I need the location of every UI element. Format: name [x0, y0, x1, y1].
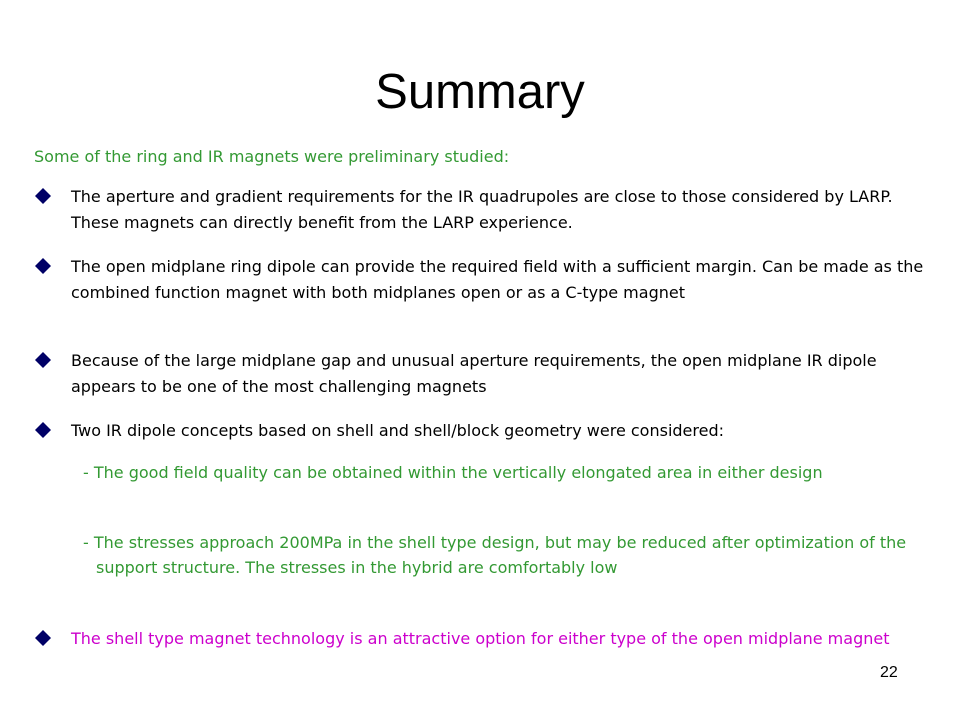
- diamond-bullet-icon: [34, 257, 52, 275]
- page-number: 22: [880, 664, 898, 681]
- diamond-bullet-icon: [34, 421, 52, 439]
- diamond-bullet-icon: [34, 629, 52, 647]
- sub-item-text: - The good field quality can be obtained within the vertically elongated area in either design: [83, 463, 823, 482]
- bullet-item: [34, 184, 924, 236]
- sub-item-text: - The stresses approach 200MPa in the shell type design, but may be reduced after optimization of the support structure. The stresses in the hybrid are comfortably low: [83, 533, 907, 577]
- diamond-bullet-icon: [34, 351, 52, 369]
- bullet-text: The shell type magnet technology is an attractive option for either type of the open midplane magnet: [71, 629, 890, 648]
- diamond-bullet-icon: [34, 187, 52, 205]
- bullet-text: Because of the large midplane gap and unusual aperture requirements, the open midplane IR dipole appears to be one of the most challenging magnets: [71, 351, 877, 396]
- bullet-item: [34, 348, 924, 400]
- bullet-item: [34, 254, 924, 306]
- bullet-text: Two IR dipole concepts based on shell and shell/block geometry were considered:: [71, 421, 725, 440]
- bullet-item: [34, 418, 924, 444]
- bullet-text: The open midplane ring dipole can provide the required field with a sufficient margin. Can be made as the combined function magnet with both midplanes open or as a C-type magnet: [71, 257, 924, 302]
- sub-item: [83, 460, 928, 485]
- sub-item: [83, 530, 928, 580]
- bullet-text: The aperture and gradient requirements for the IR quadrupoles are close to those considered by LARP. These magnets can directly benefit from the LARP experience.: [71, 187, 893, 232]
- slide-title: Summary: [375, 65, 585, 119]
- bullet-item: [34, 626, 924, 652]
- intro-text: Some of the ring and IR magnets were preliminary studied:: [34, 147, 510, 166]
